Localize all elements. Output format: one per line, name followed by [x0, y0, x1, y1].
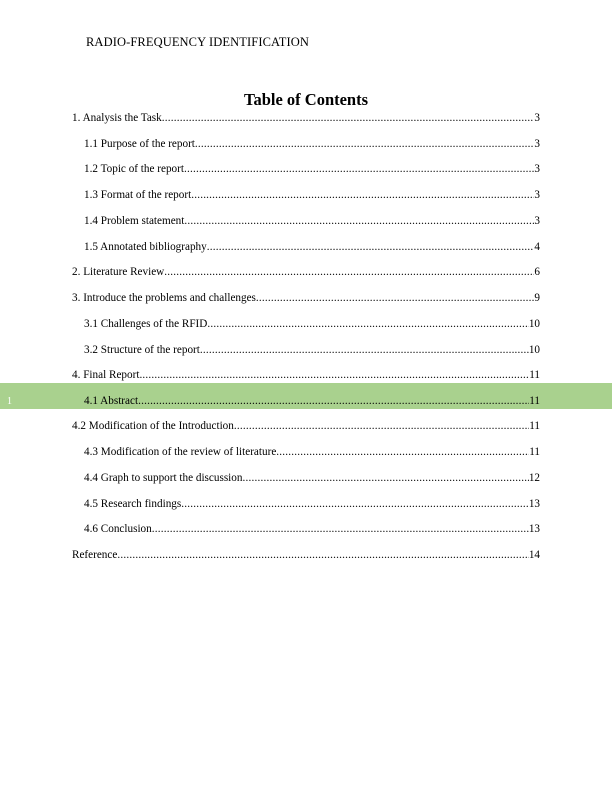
toc-page-number: 3 [534, 189, 540, 201]
toc-page-number: 13 [528, 523, 540, 535]
toc-entry-label: 4.2 Modification of the Introduction [72, 420, 234, 432]
toc-entry-research-findings[interactable] [84, 497, 540, 511]
toc-entry-label: 1. Analysis the Task [72, 112, 162, 124]
toc-page-number: 10 [528, 344, 540, 356]
toc-entry-reference[interactable] [72, 548, 540, 562]
toc-leader-dots [276, 445, 529, 459]
toc-entry-label: Reference [72, 549, 118, 561]
toc-page-number: 14 [528, 549, 540, 561]
toc-leader-dots [207, 240, 535, 254]
toc-leader-dots [200, 343, 529, 357]
line-number: 1 [7, 396, 12, 407]
toc-entry-label: 3.1 Challenges of the RFID [84, 318, 208, 330]
toc-entry-label: 3.2 Structure of the report [84, 344, 200, 356]
toc-entry-final-report[interactable] [72, 368, 540, 382]
toc-entry-introduction-modification[interactable] [72, 419, 540, 433]
toc-entry-report-structure[interactable] [84, 343, 540, 357]
toc-entry-label: 1.3 Format of the report [84, 189, 192, 201]
toc-entry-label: 1.1 Purpose of the report [84, 138, 195, 150]
toc-leader-dots [184, 214, 534, 228]
toc-entry-literature-modification[interactable] [84, 445, 540, 459]
toc-leader-dots [234, 419, 529, 433]
toc-leader-dots [181, 497, 529, 511]
toc-entry-label: 1.2 Topic of the report [84, 163, 184, 175]
toc-leader-dots [164, 265, 534, 279]
toc-leader-dots [184, 162, 534, 176]
toc-entry-analysis-task[interactable] [72, 111, 540, 125]
toc-leader-dots [242, 471, 528, 485]
toc-page-number: 3 [534, 138, 540, 150]
toc-page-number: 6 [534, 266, 540, 278]
toc-page-number: 11 [529, 369, 540, 381]
toc-title: Table of Contents [243, 90, 369, 109]
toc-page-number: 10 [528, 318, 540, 330]
toc-leader-dots [139, 368, 529, 382]
toc-page-number: 11 [529, 395, 540, 407]
toc-leader-dots [195, 137, 534, 151]
toc-entry-conclusion[interactable] [84, 522, 540, 536]
toc-entry-label: 4.6 Conclusion [84, 523, 152, 535]
toc-entry-label: 4.5 Research findings [84, 498, 182, 510]
toc-entry-rfid-challenges[interactable] [84, 317, 540, 331]
toc-entry-label: 4.1 Abstract [84, 395, 139, 407]
toc-entry-label: 1.4 Problem statement [84, 215, 185, 227]
toc-entry-problems-challenges[interactable] [72, 291, 540, 305]
toc-page-number: 12 [528, 472, 540, 484]
toc-entry-label: 1.5 Annotated bibliography [84, 241, 207, 253]
toc-entry-label: 3. Introduce the problems and challenges [72, 292, 256, 304]
toc-entry-label: 4.4 Graph to support the discussion [84, 472, 243, 484]
toc-leader-dots [191, 188, 534, 202]
toc-entry-annotated-bibliography[interactable] [84, 240, 540, 254]
toc-page-number: 11 [529, 446, 540, 458]
toc-leader-dots [152, 522, 529, 536]
toc-entry-problem-statement[interactable] [84, 214, 540, 228]
toc-page-number: 3 [534, 215, 540, 227]
toc-page-number: 9 [534, 292, 540, 304]
toc-page-number: 11 [529, 420, 540, 432]
toc-entry-format[interactable] [84, 188, 540, 202]
toc-entry-label: 4.3 Modification of the review of literature [84, 446, 277, 458]
toc-entry-topic[interactable] [84, 162, 540, 176]
toc-page-number: 3 [534, 112, 540, 124]
toc-leader-dots [162, 111, 535, 125]
toc-entry-abstract[interactable] [84, 394, 540, 408]
toc-leader-dots [207, 317, 528, 331]
toc-entry-label: 2. Literature Review [72, 266, 165, 278]
toc-page-number: 3 [534, 163, 540, 175]
toc-page-number: 13 [528, 498, 540, 510]
toc-entry-literature-review[interactable] [72, 265, 540, 279]
toc-entry-label: 4. Final Report [72, 369, 140, 381]
toc-leader-dots [256, 291, 534, 305]
running-header: RADIO-FREQUENCY IDENTIFICATION [86, 35, 310, 49]
toc-entry-graph-discussion[interactable] [84, 471, 540, 485]
toc-leader-dots [138, 394, 529, 408]
toc-page-number: 4 [534, 241, 540, 253]
toc-leader-dots [117, 548, 528, 562]
toc-entry-purpose[interactable] [84, 137, 540, 151]
